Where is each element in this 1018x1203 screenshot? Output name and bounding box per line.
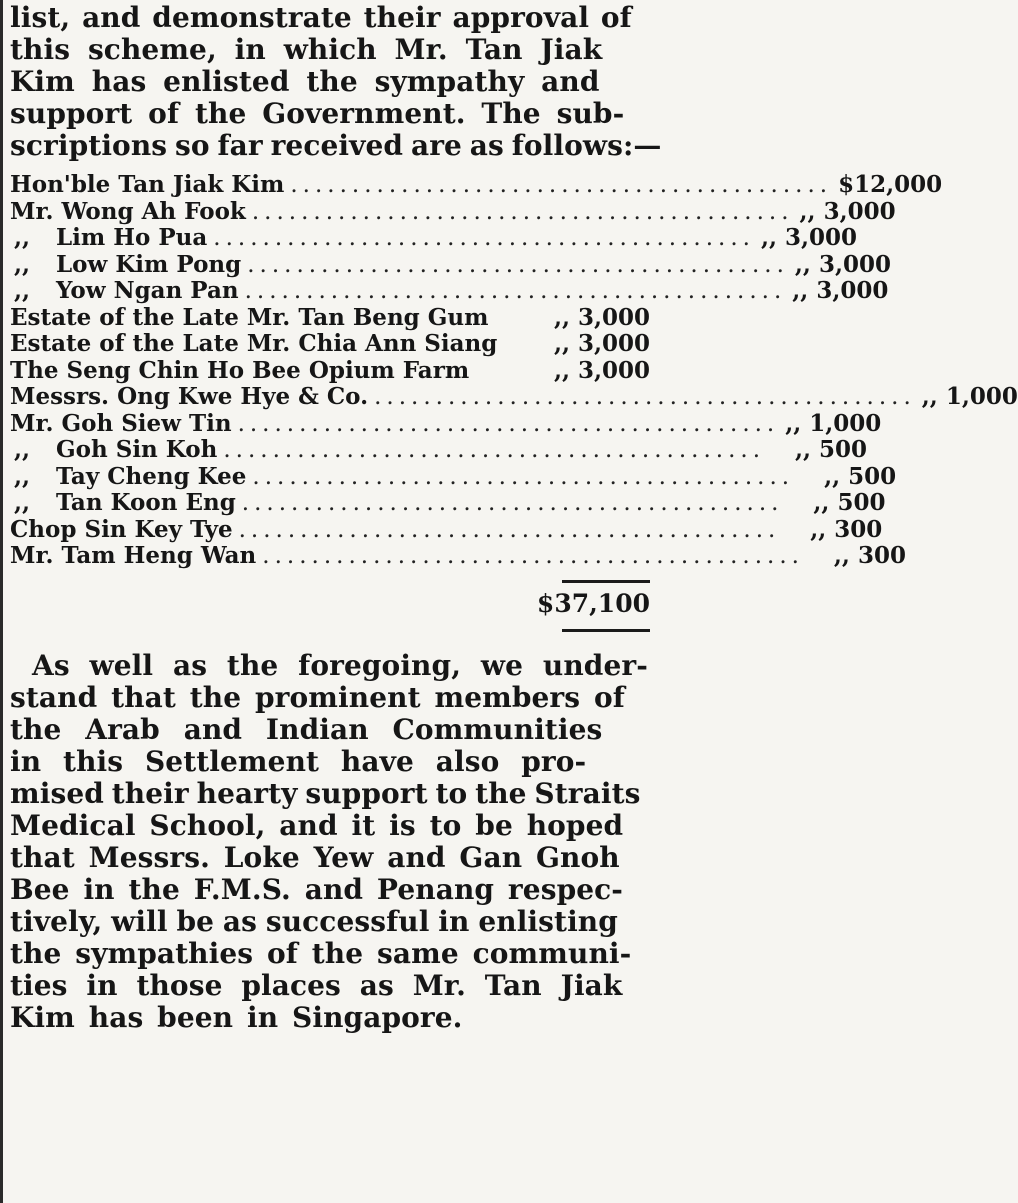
subscription-row: [10, 171, 943, 199]
subscriber-name: Hon'ble Tan Jiak Kim: [10, 171, 285, 198]
text-line: Kim has been in Singapore.: [10, 1000, 463, 1034]
subscriber-name: Messrs. Ong Kwe Hye & Co.: [10, 383, 369, 410]
subscriber-name: Chop Sin Key Tye: [10, 515, 233, 543]
text-line: that Messrs. Loke Yew and Gan Gnoh: [10, 840, 620, 874]
subscription-amount: ,, 3,000: [794, 250, 891, 278]
text-line: the Arab and Indian Communities: [10, 712, 603, 746]
subscriber-name: ,, Tan Koon Eng: [14, 489, 236, 516]
leader-dots: ............................................: [237, 410, 780, 437]
text-line: this scheme, in which Mr. Tan Jiak: [10, 33, 603, 66]
subscription-row: [10, 305, 650, 332]
text-line: list, and demonstrate their approval of: [10, 1, 632, 34]
subscription-row: [10, 250, 891, 279]
subscription-amount: ,, 1,000: [921, 383, 1018, 410]
subscription-amount: ,, 3,000: [553, 330, 650, 357]
text-line: scriptions so far received are as follows:—: [10, 129, 662, 162]
subscriber-name: Mr. Tam Heng Wan: [10, 542, 257, 569]
leader-dots: ............................................: [244, 278, 787, 304]
subscription-amount: $12,000: [838, 171, 943, 198]
subscription-row: [10, 197, 896, 226]
subscription-amount: ,, 3,000: [799, 197, 896, 225]
subscription-amount: ,, 3,000: [792, 277, 889, 304]
leader-dots: ............................................: [223, 437, 766, 463]
closing-paragraph: [10, 650, 650, 1034]
subscription-row: [10, 515, 883, 544]
subscription-row: [10, 358, 650, 385]
subscription-row: [10, 224, 858, 252]
leader-dots: ............................................: [252, 463, 795, 490]
leader-dots: ............................................: [374, 384, 916, 410]
subscription-amount: ,, 3,000: [553, 303, 650, 331]
subscriber-name: Mr. Goh Siew Tin: [10, 409, 232, 437]
subscription-row: [10, 542, 906, 570]
subscription-amount: ,, 1,000: [785, 409, 882, 437]
subscriber-name: ,, Lim Ho Pua: [14, 224, 208, 251]
subscription-row: [10, 462, 897, 491]
leader-dots: ............................................: [251, 198, 794, 225]
subscriber-name: Estate of the Late Mr. Tan Beng Gum: [10, 303, 489, 331]
subscription-total: $37,100: [536, 588, 650, 618]
text-line: Medical School, and it is to be hoped: [10, 808, 624, 842]
subscription-list: [10, 171, 1018, 570]
text-line: the sympathies of the same communi-: [10, 936, 632, 970]
leader-dots: ............................................: [213, 225, 755, 251]
subscriber-name: ,, Low Kim Pong: [14, 250, 242, 278]
subscriber-name: ,, Goh Sin Koh: [14, 436, 218, 463]
leader-dots: ............................................: [238, 516, 781, 543]
subscriber-name: ,, Yow Ngan Pan: [14, 277, 239, 304]
text-line: Kim has enlisted the sympathy and: [10, 65, 600, 98]
subscriber-name: Mr. Wong Ah Fook: [10, 197, 246, 225]
column-rule: [0, 0, 3, 1203]
subscriber-name: Estate of the Late Mr. Chia Ann Siang: [10, 330, 498, 357]
intro-paragraph: [10, 1, 662, 162]
text-line: mised their hearty support to the Straits: [10, 776, 641, 810]
text-line: Bee in the F.M.S. and Penang respec-: [10, 872, 624, 906]
subscriber-name: The Seng Chin Ho Bee Opium Farm: [10, 356, 470, 384]
total-rule: [562, 580, 650, 583]
text-line: tively, will be as successful in enlisting: [10, 904, 618, 938]
subscription-row: [10, 409, 882, 438]
subscription-row: [10, 436, 868, 464]
subscription-amount: ,, 300: [810, 515, 883, 543]
text-line: ties in those places as Mr. Tan Jiak: [10, 968, 623, 1002]
text-line: As well as the foregoing, we under-: [32, 648, 648, 682]
article-column: [10, 0, 1018, 1034]
subscription-row: [10, 277, 889, 305]
leader-dots: ............................................: [247, 251, 789, 278]
total-rule: [562, 629, 650, 632]
subscription-amount: ,, 300: [833, 542, 906, 569]
subscription-row: [10, 383, 1018, 411]
subscription-amount: ,, 3,000: [553, 356, 650, 384]
subscription-amount: ,, 500: [824, 462, 897, 490]
text-line: in this Settlement have also pro-: [10, 744, 587, 778]
text-line: stand that the prominent members of: [10, 680, 625, 714]
leader-dots: ............................................: [290, 172, 833, 198]
subscription-amount: ,, 500: [813, 489, 886, 516]
leader-dots: ............................................: [241, 490, 784, 516]
subscription-row: [10, 331, 650, 358]
subscription-row: [10, 489, 886, 517]
subscriber-name: ,, Tay Cheng Kee: [14, 462, 247, 490]
subscription-amount: ,, 3,000: [760, 224, 858, 251]
leader-dots: ............................................: [262, 543, 804, 569]
subscription-amount: ,, 500: [794, 436, 868, 463]
text-line: support of the Government. The sub-: [10, 97, 625, 130]
